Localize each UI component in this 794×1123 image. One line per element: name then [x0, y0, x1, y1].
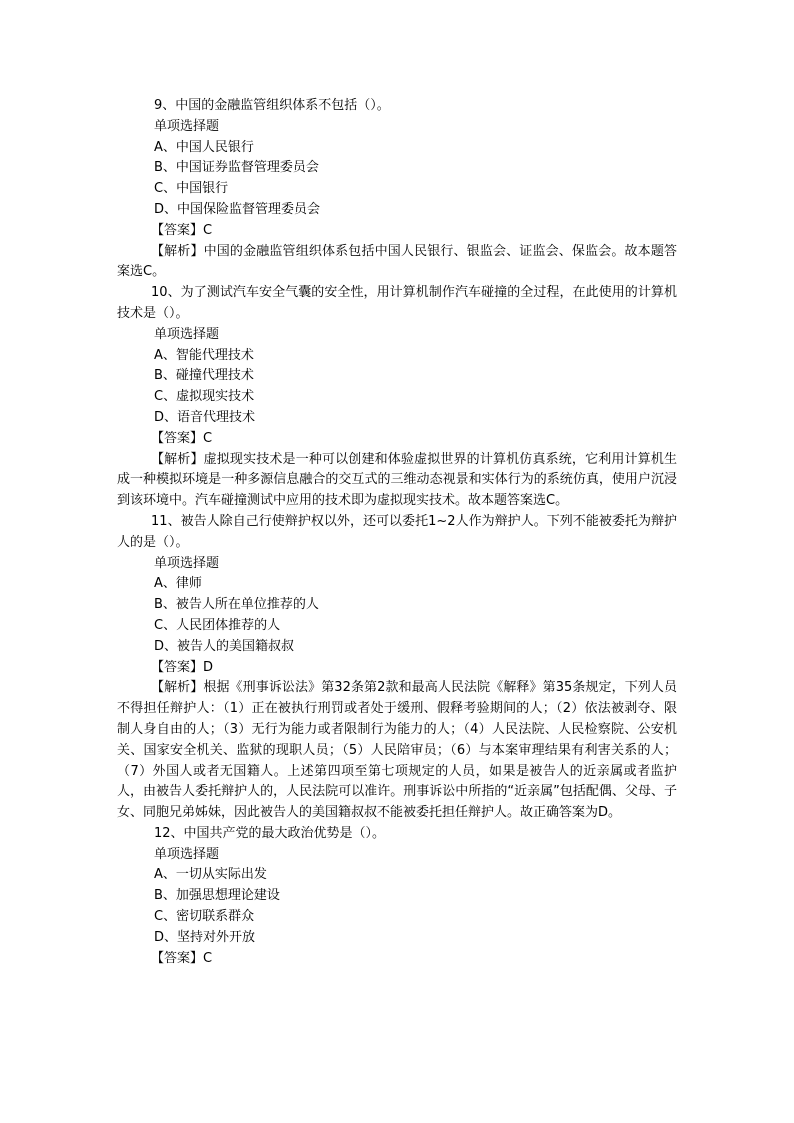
analysis: 【解析】根据《刑事诉讼法》第32条第2款和最高人民法院《解释》第35条规定，下列人员不得担任辩护人：（1）正在被执行刑罚或者处于缓刑、假释考验期间的人；（2）依法被剥夺、限制人身自由的人；（3）无行为能力或者限制行为能力的人；（4）人民法院、人民检察院、公安机关、国家安全机关、监狱的现职人员；（5）人民陪审员；（6）与本案审理结果有利害关系的人；（7）外国人或者无国籍人。上述第四项至第七项规定的人员，如果是被告人的近亲属或者监护人，由被告人委托辩护人的，人民法院可以准许。刑事诉讼中所指的“近亲属”包括配偶、父母、子女、同胞兄弟姊妹，因此被告人的美国籍叔叔不能被委托担任辩护人。故正确答案为D。: [117, 680, 677, 821]
question-type: 单项选择题: [154, 118, 220, 134]
question-9: [117, 96, 677, 283]
option-a: A、一切从实际出发: [154, 867, 267, 883]
answer: 【答案】D: [151, 659, 214, 675]
question-type: 单项选择题: [154, 555, 220, 571]
question-stem: 10、为了测试汽车安全气囊的安全性，用计算机制作汽车碰撞的全过程，在此使用的计算机技术是（）。: [117, 285, 677, 321]
answer: 【答案】C: [151, 950, 213, 966]
option-d: D、坚持对外开放: [154, 929, 256, 945]
option-c: C、中国银行: [154, 181, 229, 197]
question-stem: 9、中国的金融监管组织体系不包括（）。: [154, 98, 390, 113]
option-c: C、密切联系群众: [154, 909, 255, 925]
option-b: B、加强思想理论建设: [154, 888, 280, 904]
option-c: C、虚拟现实技术: [154, 389, 255, 405]
question-type: 单项选择题: [154, 326, 220, 342]
option-b: B、被告人所在单位推荐的人: [154, 597, 319, 613]
option-d: D、中国保险监督管理委员会: [154, 201, 321, 217]
document-page: [117, 96, 677, 969]
question-stem: 11、被告人除自己行使辩护权以外，还可以委托1~2人作为辩护人。下列不能被委托为辩护人的是（）。: [117, 513, 677, 550]
option-b: B、中国证券监督管理委员会: [154, 160, 319, 176]
option-c: C、人民团体推荐的人: [154, 617, 281, 633]
question-stem: 12、中国共产党的最大政治优势是（）。: [154, 825, 386, 841]
question-type: 单项选择题: [154, 846, 220, 862]
answer: 【答案】C: [151, 430, 213, 446]
option-a: A、中国人民银行: [154, 139, 254, 155]
option-b: B、碰撞代理技术: [154, 368, 254, 384]
answer: 【答案】C: [151, 222, 213, 238]
analysis: 【解析】虚拟现实技术是一种可以创建和体验虚拟世界的计算机仿真系统，它利用计算机生成一种模拟环境是一种多源信息融合的交互式的三维动态视景和实体行为的系统仿真，使用户沉浸到该环境中。汽车碰撞测试中应用的技术即为虚拟现实技术。故本题答案选C。: [117, 451, 677, 509]
question-12: [117, 824, 677, 970]
question-11: [117, 512, 677, 824]
option-a: A、律师: [154, 576, 202, 592]
option-a: A、智能代理技术: [154, 347, 254, 363]
analysis: 【解析】中国的金融监管组织体系包括中国人民银行、银监会、证监会、保监会。故本题答案选C。: [117, 243, 677, 280]
option-d: D、语音代理技术: [154, 409, 256, 425]
option-d: D、被告人的美国籍叔叔: [154, 638, 295, 654]
question-10: [117, 283, 677, 512]
